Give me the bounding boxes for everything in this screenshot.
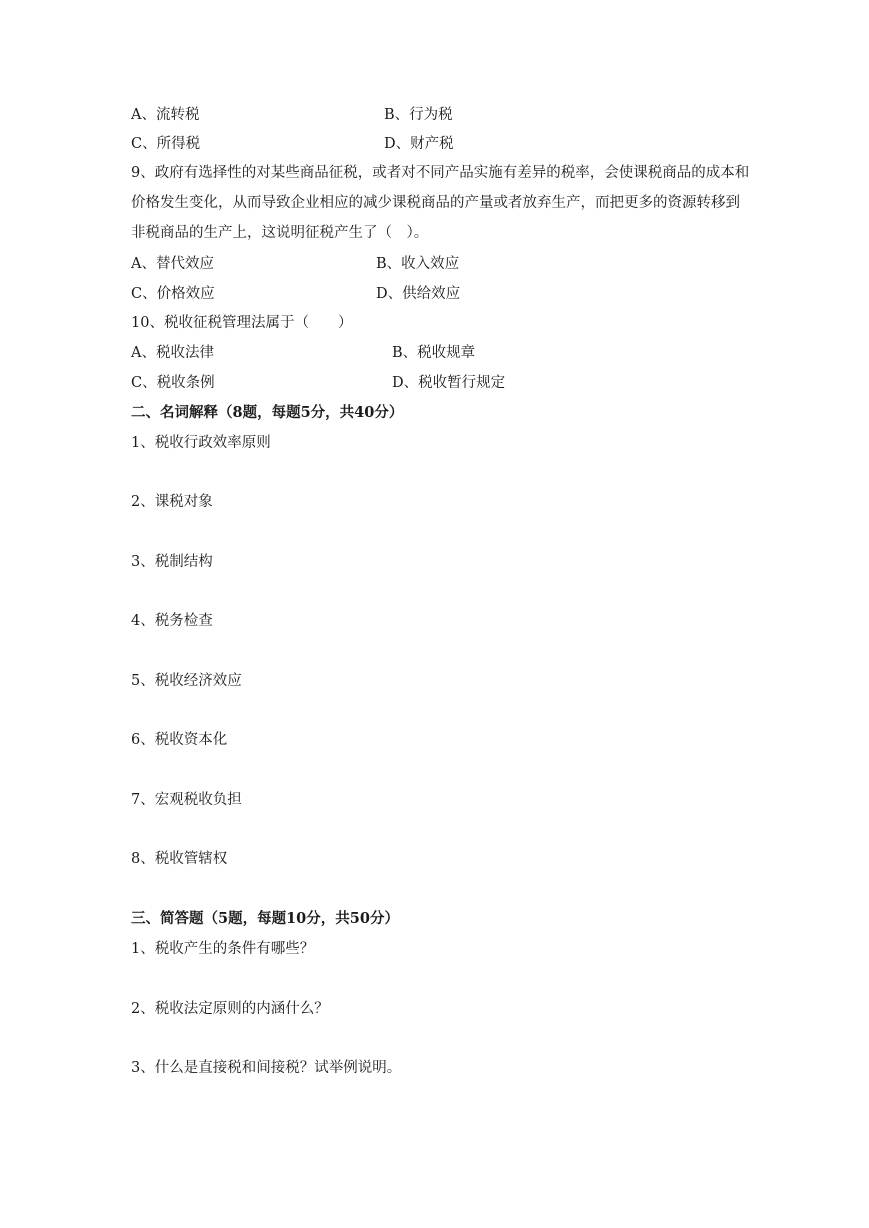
section3-item-3: 3、什么是直接税和间接税？试举例说明。: [131, 1060, 402, 1076]
q9-option-c: C、价格效应: [131, 286, 215, 302]
q9-stem: 9、政府有选择性的对某些商品征税，或者对不同产品实施有差异的税率，会使课税商品的成本和价格发生变化，从而导致企业相应的减少课税商品的产量或者放弃生产，而把更多的资源转移到非税商品的生产上，这说明征税产生了（ ）。: [131, 165, 750, 241]
section3-title: 三、简答题（5题，每题10分，共50分）: [131, 910, 399, 927]
q10-option-a: A、税收法律: [131, 345, 214, 361]
q10-stem: 10、税收征税管理法属于（ ）: [131, 315, 353, 331]
section2-item-6: 6、税收资本化: [131, 732, 228, 748]
section2-item-7: 7、宏观税收负担: [131, 792, 242, 808]
q8-option-d: D、财产税: [384, 136, 454, 152]
q10-option-d: D、税收暂行规定: [392, 375, 506, 391]
q9-option-b: B、收入效应: [376, 256, 460, 272]
q9-option-d: D、供给效应: [376, 286, 461, 302]
q10-option-c: C、税收条例: [131, 375, 215, 391]
q8-option-a: A、流转税: [131, 107, 200, 123]
section2-item-4: 4、税务检查: [131, 613, 213, 629]
section3-item-2: 2、税收法定原则的内涵什么？: [131, 1001, 329, 1017]
section3-item-1: 1、税收产生的条件有哪些？: [131, 941, 315, 957]
section2-title: 二、名词解释（8题，每题5分，共40分）: [131, 404, 404, 421]
section2-item-3: 3、税制结构: [131, 554, 213, 570]
q9-option-a: A、替代效应: [131, 256, 214, 272]
section2-item-5: 5、税收经济效应: [131, 673, 242, 689]
section2-item-8: 8、税收管辖权: [131, 851, 228, 867]
q10-option-b: B、税收规章: [392, 345, 476, 361]
q8-option-b: B、行为税: [384, 107, 453, 123]
section2-item-2: 2、课税对象: [131, 494, 213, 510]
q8-option-c: C、所得税: [131, 136, 201, 152]
section2-item-1: 1、税收行政效率原则: [131, 435, 271, 451]
